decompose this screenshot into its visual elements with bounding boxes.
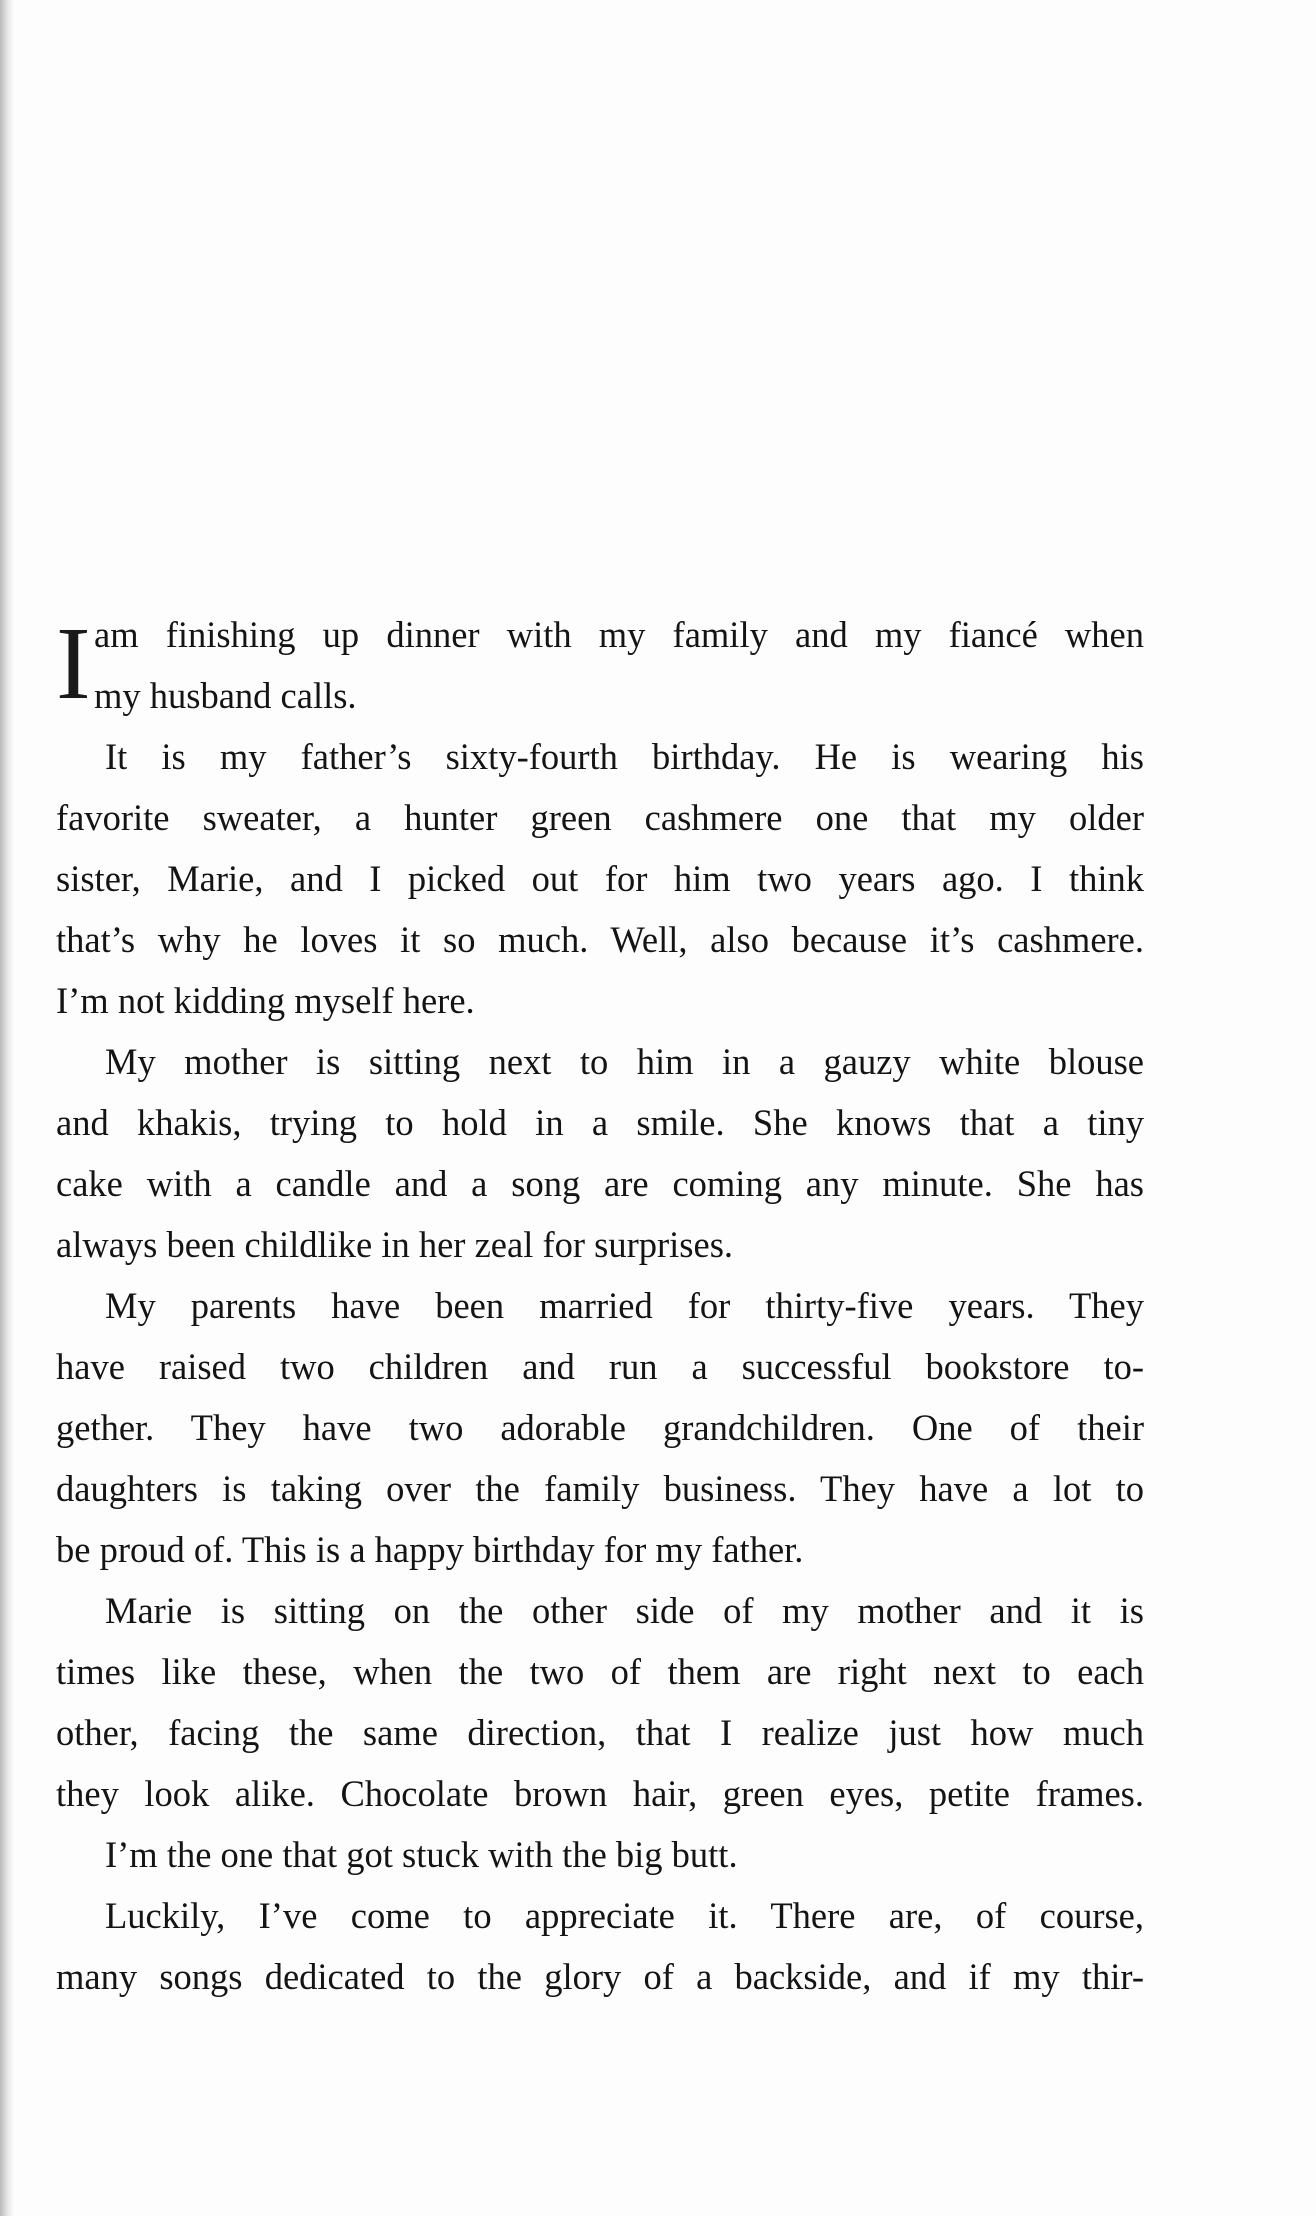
text-line: sister, Marie, and I picked out for him two years ago. I think xyxy=(56,858,1144,899)
text-line: cake with a candle and a song are coming any minute. She has xyxy=(56,1163,1144,1204)
text-line: times like these, when the two of them are right next to each xyxy=(56,1651,1144,1692)
text-line: Marie is sitting on the other side of my mother and it is xyxy=(105,1590,1144,1631)
text-line: be proud of. This is a happy birthday for my father. xyxy=(56,1529,804,1570)
text-line: have raised two children and run a successful bookstore to- xyxy=(56,1346,1144,1387)
text-line: My parents have been married for thirty-five years. They xyxy=(105,1285,1144,1326)
text-line: Luckily, I’ve come to appreciate it. There are, of course, xyxy=(105,1895,1144,1936)
text-line: many songs dedicated to the glory of a backside, and if my thir- xyxy=(56,1956,1144,1997)
text-line: always been childlike in her zeal for surprises. xyxy=(56,1224,734,1265)
text-line: I’m the one that got stuck with the big butt. xyxy=(105,1834,738,1875)
text-line: I’m not kidding myself here. xyxy=(56,980,475,1021)
text-line: gether. They have two adorable grandchildren. One of their xyxy=(56,1407,1144,1448)
text-line: am finishing up dinner with my family and my fiancé when xyxy=(94,614,1144,655)
text-line: My mother is sitting next to him in a gauzy white blouse xyxy=(105,1041,1144,1082)
page-gutter-shadow xyxy=(0,0,14,2216)
text-line: daughters is taking over the family business. They have a lot to xyxy=(56,1468,1144,1509)
text-line: that’s why he loves it so much. Well, also because it’s cashmere. xyxy=(56,919,1144,960)
text-line: It is my father’s sixty-fourth birthday. He is wearing his xyxy=(105,736,1144,777)
text-line: and khakis, trying to hold in a smile. She knows that a tiny xyxy=(56,1102,1144,1143)
drop-cap: I xyxy=(56,606,91,721)
text-line: favorite sweater, a hunter green cashmere one that my older xyxy=(56,797,1144,838)
text-line: other, facing the same direction, that I realize just how much xyxy=(56,1712,1144,1753)
paragraph-lines xyxy=(56,726,1144,2007)
text-line: they look alike. Chocolate brown hair, green eyes, petite frames. xyxy=(56,1773,1144,1814)
text-line: my husband calls. xyxy=(94,675,357,716)
body-text xyxy=(56,604,1144,2007)
